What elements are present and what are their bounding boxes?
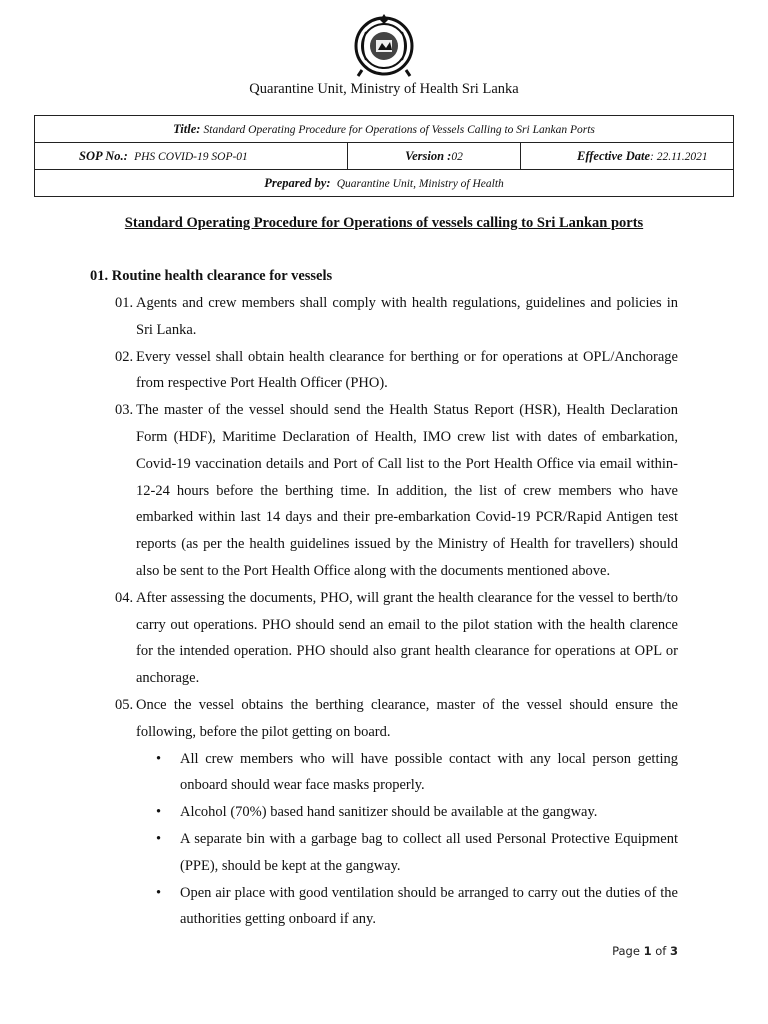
bullet-item	[136, 799, 678, 826]
bullet-icon: •	[156, 804, 162, 821]
document-title: Standard Operating Procedure for Operations of vessels calling to Sri Lankan ports	[124, 215, 644, 231]
sop-label: SOP No.:	[79, 148, 128, 163]
sop-no-cell	[35, 143, 348, 170]
item-text: The master of the vessel should send the Health Status Report (HSR), Health Declaration Form (HDF), Maritime Declaration of Health, IMO crew list with dates of embarkation, Covid-19 vaccination details and Port of Call list to the Port Health Office via email within- 12-24 hours before the berthing time. In addition, the list of crew members who have embarked within last 14 days and their pre-embarkation Covid-19 PCR/Rapid Antigen test reports (as per the health guidelines issued by the Ministry of Health for travellers) should also be sent to the Port Health Office along with the documents mentioned above.	[136, 402, 678, 579]
clearance-items	[115, 290, 678, 933]
bullet-text: A separate bin with a garbage bag to collect all used Personal Protective Equipment (PPE), should be kept at the gangway.	[180, 830, 678, 874]
bullet-icon: •	[156, 884, 162, 901]
bullet-item	[136, 746, 678, 800]
list-item	[115, 290, 678, 344]
effective-label: Effective Date	[577, 148, 650, 163]
item-number: 01.	[115, 295, 134, 311]
bullet-text: All crew members who will have possible contact with any local person getting onboard should wear face masks properly.	[180, 750, 678, 794]
sop-value: PHS COVID-19 SOP-01	[134, 150, 248, 163]
version-value: 02	[451, 150, 463, 163]
version-cell	[348, 143, 521, 170]
page-current: 1	[643, 944, 652, 958]
item-text: After assessing the documents, PHO, will grant the health clearance for the vessel to berth/to carry out operations. PHO should send an email to the pilot station with the health clarence for the intended operation. PHO should also grant health clearance for operations at OPL or anchorage.	[136, 589, 678, 687]
page-of: of	[655, 944, 667, 958]
bullet-text: Alcohol (70%) based hand sanitizer should be available at the gangway.	[180, 804, 598, 821]
list-item	[115, 397, 678, 585]
sop-info-table	[34, 115, 734, 197]
precaution-bullets	[115, 746, 678, 934]
prepared-label: Prepared by:	[264, 175, 331, 190]
bullet-text: Open air place with good ventilation should be arranged to carry out the duties of the authorities getting onboard if any.	[180, 884, 678, 928]
bullet-item	[136, 826, 678, 880]
title-cell	[35, 116, 734, 143]
page-total: 3	[669, 944, 678, 958]
item-text: Agents and crew members shall comply with health regulations, guidelines and policies in Sri Lanka.	[136, 295, 678, 338]
version-label: Version :	[405, 148, 452, 163]
item-number: 02.	[115, 348, 134, 365]
title-label: Title:	[173, 121, 201, 136]
list-item	[115, 585, 678, 692]
prepared-value: Quarantine Unit, Ministry of Health	[336, 177, 504, 190]
section-heading: 01. Routine health clearance for vessels	[90, 268, 333, 284]
item-text: Once the vessel obtains the berthing clearance, master of the vessel should ensure the following, before the pilot getting on board.	[136, 696, 678, 740]
prepared-by-cell	[35, 170, 734, 197]
title-value: Standard Operating Procedure for Operations of Vessels Calling to Sri Lankan Ports	[203, 123, 595, 136]
item-number: 04.	[115, 589, 134, 606]
item-text: Every vessel shall obtain health clearance for berthing or for operations at OPL/Anchorage from respective Port Health Officer (PHO).	[136, 348, 678, 392]
bullet-icon: •	[156, 830, 162, 847]
bullet-icon: •	[156, 750, 162, 767]
bullet-item	[136, 880, 678, 934]
list-item	[115, 344, 678, 398]
unit-line: Quarantine Unit, Ministry of Health Sri Lanka	[249, 81, 519, 97]
effective-value: : 22.11.2021	[650, 150, 708, 163]
list-item	[115, 692, 678, 746]
page-number	[612, 944, 678, 958]
sri-lanka-emblem-icon	[352, 12, 416, 78]
page-prefix: Page	[612, 944, 640, 958]
effective-date-cell	[521, 143, 734, 170]
item-number: 05.	[115, 696, 134, 713]
item-number: 03.	[115, 402, 134, 419]
